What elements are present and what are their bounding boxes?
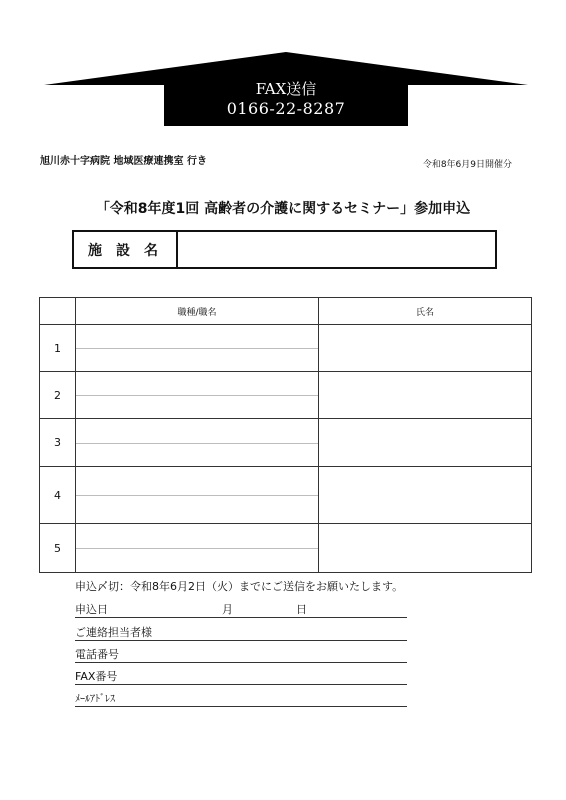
row-number: 2 <box>54 388 61 402</box>
table-row <box>40 419 531 467</box>
number-column-divider <box>75 298 76 572</box>
row-number: 1 <box>54 341 61 355</box>
row-number: 5 <box>54 541 61 555</box>
attendee-table <box>39 297 532 573</box>
table-row <box>40 524 531 572</box>
row-number: 4 <box>54 488 61 502</box>
table-row <box>40 325 531 372</box>
row-divider <box>76 443 318 444</box>
apply-date-label: 申込日 <box>75 603 108 616</box>
table-row <box>40 372 531 419</box>
facility-name-field[interactable] <box>178 232 495 267</box>
row-number: 3 <box>54 436 61 449</box>
fax-number: 0166-22-8287 <box>226 99 346 118</box>
form-title: 「令和8年度1回 高齢者の介護に関するセミナー」参加申込 <box>95 201 471 217</box>
contact-person-label: ご連絡担当者様 <box>75 626 152 639</box>
month-label: 月 <box>222 603 233 616</box>
day-label: 日 <box>296 603 307 616</box>
fax-label: FAX番号 <box>75 670 118 683</box>
fax-title: FAX送信 <box>255 80 317 98</box>
table-header-row <box>40 298 531 325</box>
row-divider <box>76 395 318 396</box>
table-row <box>40 467 531 524</box>
name-column-divider <box>318 298 319 572</box>
fax-line[interactable] <box>75 665 407 685</box>
recipient-label: 旭川赤十字病院 地域医療連携室 行き <box>40 156 207 167</box>
fax-banner <box>44 52 528 126</box>
phone-line[interactable] <box>75 643 407 663</box>
email-line[interactable] <box>75 687 407 707</box>
email-label: ﾒｰﾙｱﾄﾞﾚｽ <box>75 694 115 705</box>
row-divider <box>76 548 318 549</box>
job-title-header: 職種/職名 <box>177 308 217 318</box>
phone-label: 電話番号 <box>75 648 119 661</box>
event-date: 令和8年6月9日開催分 <box>422 160 512 170</box>
contact-person-line[interactable] <box>75 621 407 641</box>
name-header: 氏名 <box>415 308 434 318</box>
apply-date-line[interactable] <box>75 598 407 618</box>
row-divider <box>76 348 318 349</box>
row-divider <box>76 495 318 496</box>
facility-label: 施設名 <box>74 232 178 267</box>
facility-box <box>72 230 497 269</box>
deadline-note: 申込〆切：令和8年6月2日（火）までにご送信をお願いたします。 <box>75 580 404 593</box>
